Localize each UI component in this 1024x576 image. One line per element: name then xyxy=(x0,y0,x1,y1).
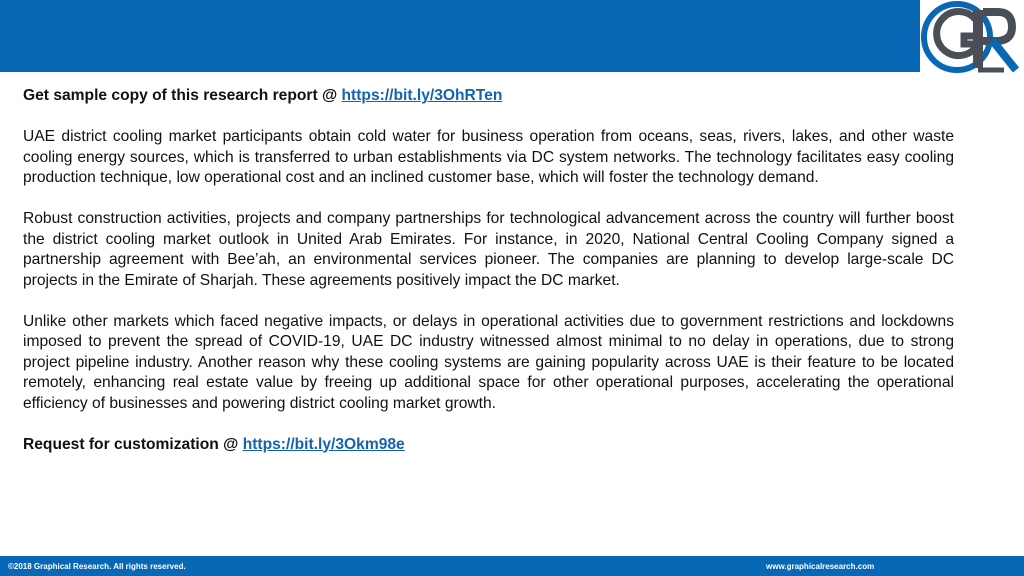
sample-label: Get sample copy of this research report @ xyxy=(23,87,342,104)
sample-link[interactable]: https://bit.ly/3OhRTen xyxy=(341,87,503,104)
sample-request-line xyxy=(23,86,954,107)
paragraph-3: Unlike other markets which faced negative impacts, or delays in operational activities due to government restrictions and lockdowns imposed to prevent the spread of COVID-19, UAE DC industry witnessed almost minimal to no delay in operations, due to strong project pipeline industry. Another reason why these cooling systems are gaining popularity across UAE is their feature to be located remotely, enhancing real estate value by freeing up additional space for other operational purposes, accelerating the operational efficiency of businesses and powering district cooling market growth. xyxy=(23,312,954,412)
copyright-text: ©2018 Graphical Research. All rights reserved. xyxy=(8,562,186,571)
report-body xyxy=(23,86,954,476)
customization-label: Request for customization @ xyxy=(23,435,243,453)
graphical-research-logo xyxy=(920,0,1024,74)
paragraph-2: Robust construction activities, projects and company partnerships for technological advancement across the country will further boost the district cooling market outlook in United Arab Emirates. For instance, in 2020, National Central Cooling Company signed a partnership agreement with Bee’ah, an environmental services pioneer. The companies are planning to develop large-scale DC projects in the Emirate of Sharjah. These agreements positively impact the DC market. xyxy=(23,210,954,289)
footer-bar xyxy=(0,556,1024,576)
header-bar xyxy=(0,0,1024,72)
paragraph-1: UAE district cooling market participants obtain cold water for business operation from oceans, seas, rivers, lakes, and other waste cooling energy sources, which is transferred to urban establishments via DC system networks. The technology facilitates easy cooling production technique, low operational cost and an inclined customer base, which will foster the technology demand. xyxy=(23,128,954,186)
customization-link[interactable]: https://bit.ly/3Okm98e xyxy=(242,435,405,453)
customization-request-line xyxy=(23,435,954,456)
website-text: www.graphicalresearch.com xyxy=(766,562,875,571)
